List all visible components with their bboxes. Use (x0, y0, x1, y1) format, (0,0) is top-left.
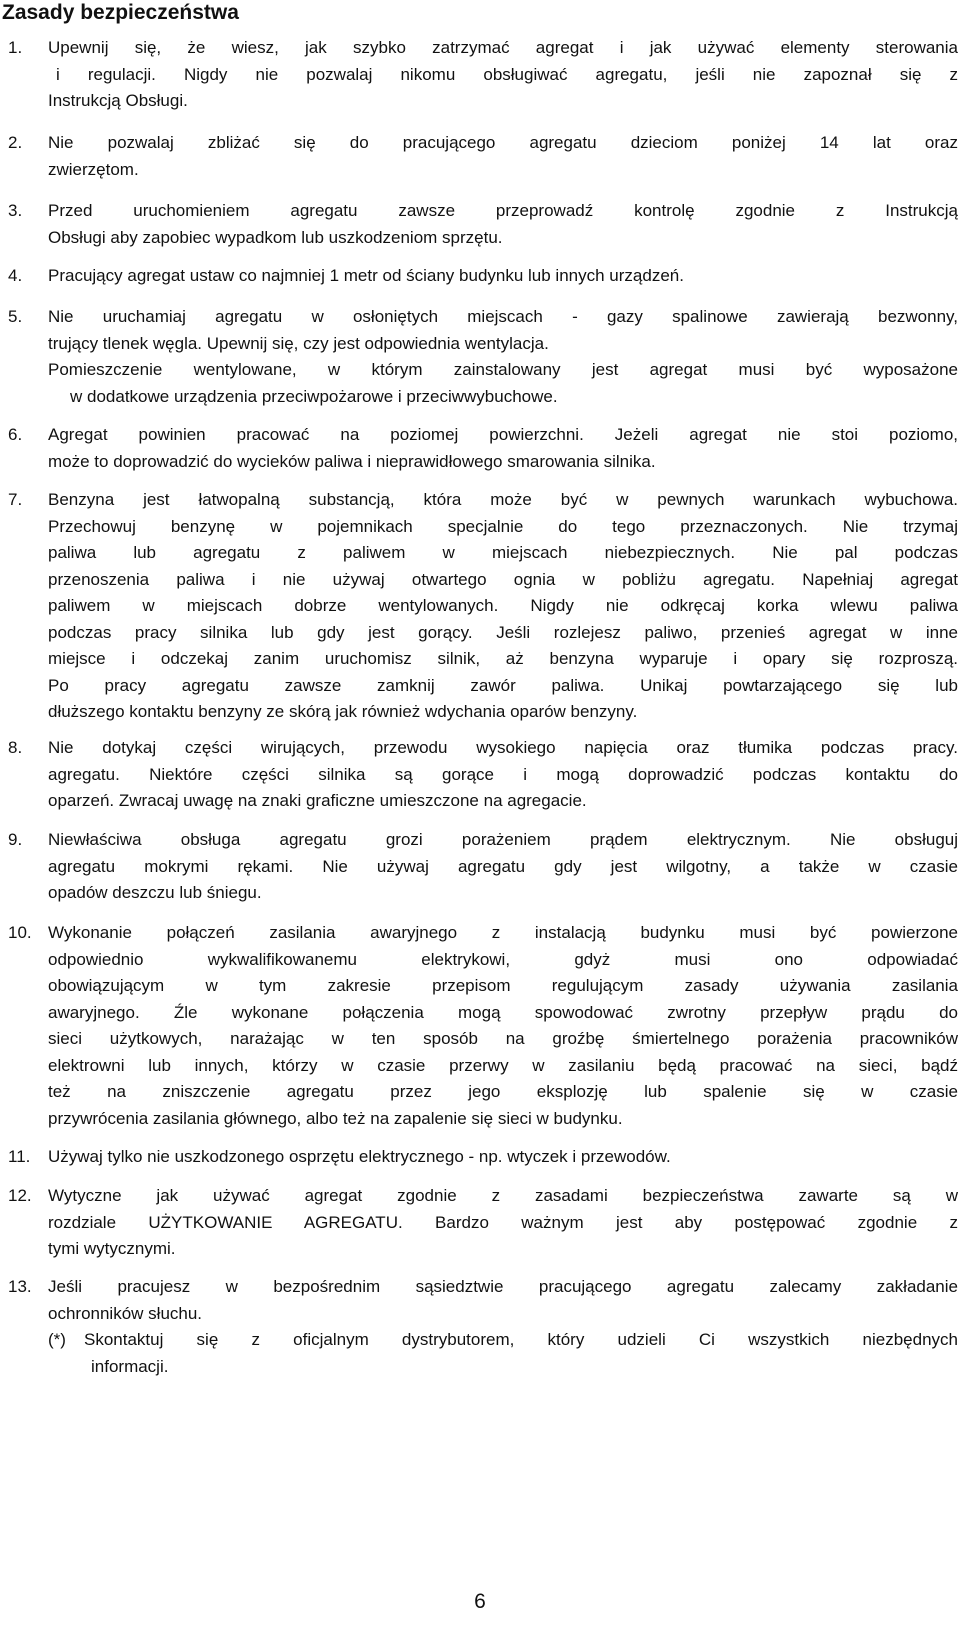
text-line: miejsce i odczekaj zanim uruchomisz silnik, aż benzyna wyparuje i opary się rozproszą. (48, 649, 958, 668)
item-number: 9. (8, 830, 23, 849)
text-line: obowiązującym w tym zakresie przepisom regulującym zasady używania zasilania (48, 976, 958, 995)
list-item (8, 198, 958, 251)
list-item (8, 1274, 958, 1327)
list-item (8, 422, 958, 475)
footnote-text (48, 1327, 958, 1380)
item-text (48, 735, 958, 815)
text-line: rozdziale UŻYTKOWANIE AGREGATU. Bardzo ważnym jest aby postępować zgodnie z (48, 1212, 958, 1232)
text-line: paliwem w miejscach dobrze wentylowanych. Nigdy nie odkręcaj korka wlewu paliwa (48, 596, 958, 615)
text-line: też na zniszczenie agregatu przez jego eksplozję lub spalenie się w czasie (48, 1082, 958, 1101)
item-text (48, 487, 958, 726)
text-line: tymi wytycznymi. (48, 1239, 176, 1258)
text-line: Nie pozwalaj zbliżać się do pracującego agregatu dzieciom poniżej 14 lat oraz (48, 133, 958, 152)
item-number: 6. (8, 425, 23, 444)
text-line: Jeśli pracujesz w bezpośrednim sąsiedztwie pracującego agregatu zalecamy zakładanie (48, 1277, 958, 1296)
text-line: Nie uruchamiaj agregatu w osłoniętych miejscach - gazy spalinowe zawierają bezwonny, (48, 307, 958, 326)
list-item (8, 1144, 958, 1171)
list-item (8, 263, 958, 290)
text-line: opadów deszczu lub śniegu. (48, 883, 262, 902)
item-text (48, 422, 958, 475)
item-number: 1. (8, 38, 23, 57)
text-line: Pracujący agregat ustaw co najmniej 1 metr od ściany budynku lub innych urządzeń. (48, 266, 684, 285)
item-text (48, 1274, 958, 1327)
text-line: Przed uruchomieniem agregatu zawsze przeprowadź kontrolę zgodnie z Instrukcją (48, 201, 958, 220)
item-number: 12. (8, 1186, 32, 1205)
item-text (48, 263, 958, 290)
item-text (48, 130, 958, 183)
text-line: ochronników słuchu. (48, 1303, 203, 1323)
footnote-marker: (*) (48, 1330, 66, 1349)
text-line: Przechowuj benzynę w pojemnikach specjalnie do tego przeznaczonych. Nie trzymaj (48, 516, 958, 536)
item-number: 5. (8, 307, 23, 326)
text-line: Benzyna jest łatwopalną substancją, która może być w pewnych warunkach wybuchowa. (48, 490, 958, 509)
item-number: 11. (8, 1147, 31, 1166)
text-line: paliwa lub agregatu z paliwem w miejscach niebezpiecznych. Nie pal podczas (48, 543, 958, 562)
text-line: Upewnij się, że wiesz, jak szybko zatrzymać agregat i jak używać elementy sterowania (48, 38, 958, 57)
text-line: przywrócenia zasilania głównego, albo też na zapalenie się sieci w budynku. (48, 1108, 623, 1128)
text-line: agregatu. Niektóre części silnika są gorące i mogą doprowadzić podczas kontaktu do (48, 764, 958, 784)
item-text (48, 1144, 958, 1171)
item-text (48, 304, 958, 410)
text-line: agregatu mokrymi rękami. Nie używaj agregatu gdy jest wilgotny, a także w czasie (48, 856, 958, 876)
item-number: 10. (8, 923, 32, 942)
text-line: Wykonanie połączeń zasilania awaryjnego z instalacją budynku musi być powierzone (48, 923, 958, 942)
item-number: 8. (8, 738, 23, 757)
text-line: Pomieszczenie wentylowane, w którym zainstalowany jest agregat musi być wyposażone (48, 360, 958, 379)
text-line: trujący tlenek węgla. Upewnij się, czy jest odpowiednia wentylacja. (48, 333, 549, 353)
text-line: może to doprowadzić do wycieków paliwa i nieprawidłowego smarowania silnika. (48, 451, 656, 471)
text-line: awaryjnego. Źle wykonane połączenia mogą spowodować zwrotny przepływ prądu do (48, 1002, 958, 1022)
item-text (48, 827, 958, 907)
text-line: zwierzętom. (48, 159, 139, 179)
text-line: Wytyczne jak używać agregat zgodnie z zasadami bezpieczeństwa zawarte są w (48, 1186, 958, 1205)
text-line: elektrowni lub innych, którzy w czasie przerwy w zasilaniu będą pracować na sieci, bądź (48, 1055, 958, 1075)
item-number: 3. (8, 201, 23, 220)
text-line: Agregat powinien pracować na poziomej powierzchni. Jeżeli agregat nie stoi poziomo, (48, 425, 958, 444)
list-item (8, 130, 958, 183)
page-number: 6 (474, 1590, 486, 1613)
item-number: 2. (8, 133, 23, 152)
text-line: przenoszenia paliwa i nie używaj otwartego ognia w pobliżu agregatu. Napełniaj agregat (48, 569, 958, 589)
list-item (8, 1183, 958, 1263)
text-line: w dodatkowe urządzenia przeciwpożarowe i przeciwwybuchowe. (70, 386, 558, 406)
text-line: sieci użytkowych, narażając w ten sposób na groźbę śmiertelnego porażenia pracowników (48, 1029, 958, 1048)
list-item (8, 304, 958, 410)
item-number: 7. (8, 490, 23, 509)
text-line: dłuższego kontaktu benzyny ze skórą jak również wdychania oparów benzyny. (48, 702, 638, 721)
text-line: oparzeń. Zwracaj uwagę na znaki graficzne umieszczone na agregacie. (48, 791, 587, 810)
text-line: Używaj tylko nie uszkodzonego osprzętu elektrycznego - np. wtyczek i przewodów. (48, 1147, 671, 1166)
list-item (8, 735, 958, 815)
text-line: i regulacji. Nigdy nie pozwalaj nikomu obsługiwać agregatu, jeśli nie zapoznał się z (56, 64, 958, 84)
text-line: Skontaktuj się z oficjalnym dystrybutorem, który udzieli Ci wszystkich niezbędnych (84, 1330, 958, 1349)
text-line: Po pracy agregatu zawsze zamknij zawór paliwa. Unikaj powtarzającego się lub (48, 675, 958, 695)
text-line: Obsługi aby zapobiec wypadkom lub uszkodzeniom sprzętu. (48, 227, 503, 247)
item-number: 13. (8, 1277, 32, 1296)
list-item (8, 487, 958, 726)
item-text (48, 920, 958, 1132)
text-line: informacji. (91, 1356, 169, 1376)
text-line: Niewłaściwa obsługa agregatu grozi porażeniem prądem elektrycznym. Nie obsługuj (48, 830, 958, 849)
item-text (48, 1183, 958, 1263)
footnote (8, 1327, 958, 1380)
text-line: Instrukcją Obsługi. (48, 91, 188, 110)
text-line: podczas pracy silnika lub gdy jest gorący. Jeśli rozlejesz paliwo, przenieś agregat w inne (48, 622, 958, 642)
list-item (8, 827, 958, 907)
item-text (48, 35, 958, 115)
list-item (8, 35, 958, 115)
list-item (8, 920, 958, 1132)
item-text (48, 198, 958, 251)
item-number: 4. (8, 266, 23, 285)
text-line: Nie dotykaj części wirujących, przewodu wysokiego napięcia oraz tłumika podczas pracy. (48, 738, 958, 757)
text-line: odpowiednio wykwalifikowanemu elektrykowi, gdyż musi ono odpowiadać (48, 949, 958, 969)
page-title: Zasady bezpieczeństwa (2, 1, 239, 24)
